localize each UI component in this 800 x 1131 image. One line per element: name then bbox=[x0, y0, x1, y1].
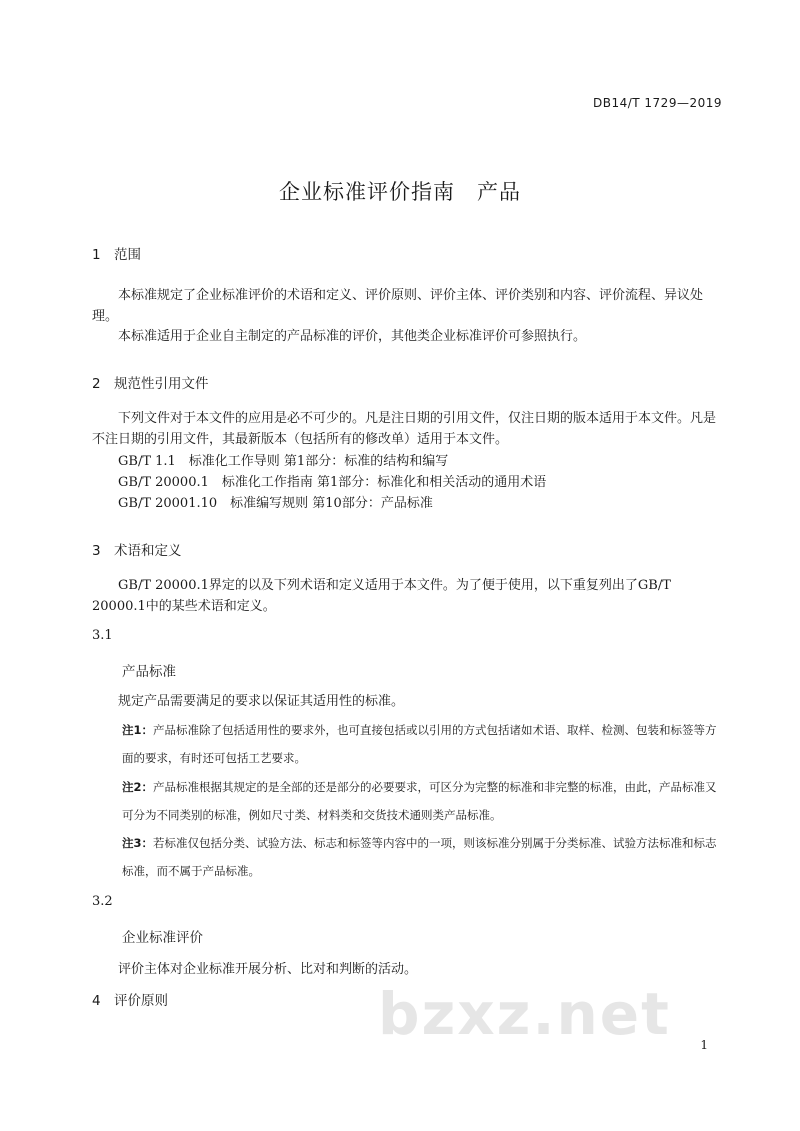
reference-item: GB/T 20000.1 标准化工作指南 第1部分：标准化和相关活动的通用术语 bbox=[118, 475, 547, 490]
section-2-paragraph-1: 下列文件对于本文件的应用是必不可少的。凡是注日期的引用文件，仅注日期的版本适用于本文件。凡是不注日期的引用文件，其最新版本（包括所有的修改单）适用于本文件。 bbox=[92, 411, 717, 447]
section-2-heading: 2 规范性引用文件 bbox=[92, 376, 209, 392]
term-note: 注3：若标准仅包括分类、试验方法、标志和标签等内容中的一项，则该标准分别属于分类标准、试验方法标准和标志标准，而不属于产品标准。 bbox=[122, 836, 717, 878]
term-note: 注2：产品标准根据其规定的是全部的还是部分的必要要求，可区分为完整的标准和非完整的标准，由此，产品标准又可分为不同类别的标准，例如尺寸类、材料类和交货技术通则类产品标准。 bbox=[122, 780, 717, 822]
title-sub: 产品 bbox=[477, 180, 521, 204]
term-definition: 评价主体对企业标准开展分析、比对和判断的活动。 bbox=[118, 962, 418, 977]
section-1-paragraph-2: 本标准适用于企业自主制定的产品标准的评价，其他类企业标准评价可参照执行。 bbox=[118, 329, 587, 344]
section-4-heading: 4 评价原则 bbox=[92, 993, 168, 1009]
term-note: 注1：产品标准除了包括适用性的要求外，也可直接包括或以引用的方式包括诸如术语、取样、检测、包装和标签等方面的要求，有时还可包括工艺要求。 bbox=[122, 723, 717, 765]
document-title bbox=[0, 176, 800, 206]
term-name: 企业标准评价 bbox=[122, 930, 203, 946]
term-number: 3.2 bbox=[92, 894, 113, 909]
term-name: 产品标准 bbox=[122, 664, 176, 680]
section-1-paragraph-1: 本标准规定了企业标准评价的术语和定义、评价原则、评价主体、评价类别和内容、评价流程、异议处理。 bbox=[92, 288, 704, 324]
term-definition: 规定产品需要满足的要求以保证其适用性的标准。 bbox=[118, 694, 405, 709]
page-number: 1 bbox=[700, 1038, 708, 1052]
reference-item: GB/T 1.1 标准化工作导则 第1部分：标准的结构和编写 bbox=[118, 454, 449, 469]
document-code: DB14/T 1729—2019 bbox=[592, 96, 722, 110]
section-1-heading: 1 范围 bbox=[92, 247, 141, 263]
section-3-paragraph-1: GB/T 20000.1界定的以及下列术语和定义适用于本文件。为了便于使用，以下重复列出了GB/T 20000.1中的某些术语和定义。 bbox=[92, 578, 671, 614]
reference-item: GB/T 20001.10 标准编写规则 第10部分：产品标准 bbox=[118, 496, 433, 511]
term-number: 3.1 bbox=[92, 628, 113, 643]
section-3-heading: 3 术语和定义 bbox=[92, 543, 182, 559]
title-main: 企业标准评价指南 bbox=[279, 180, 455, 204]
watermark: bzxz.net bbox=[378, 980, 671, 1048]
